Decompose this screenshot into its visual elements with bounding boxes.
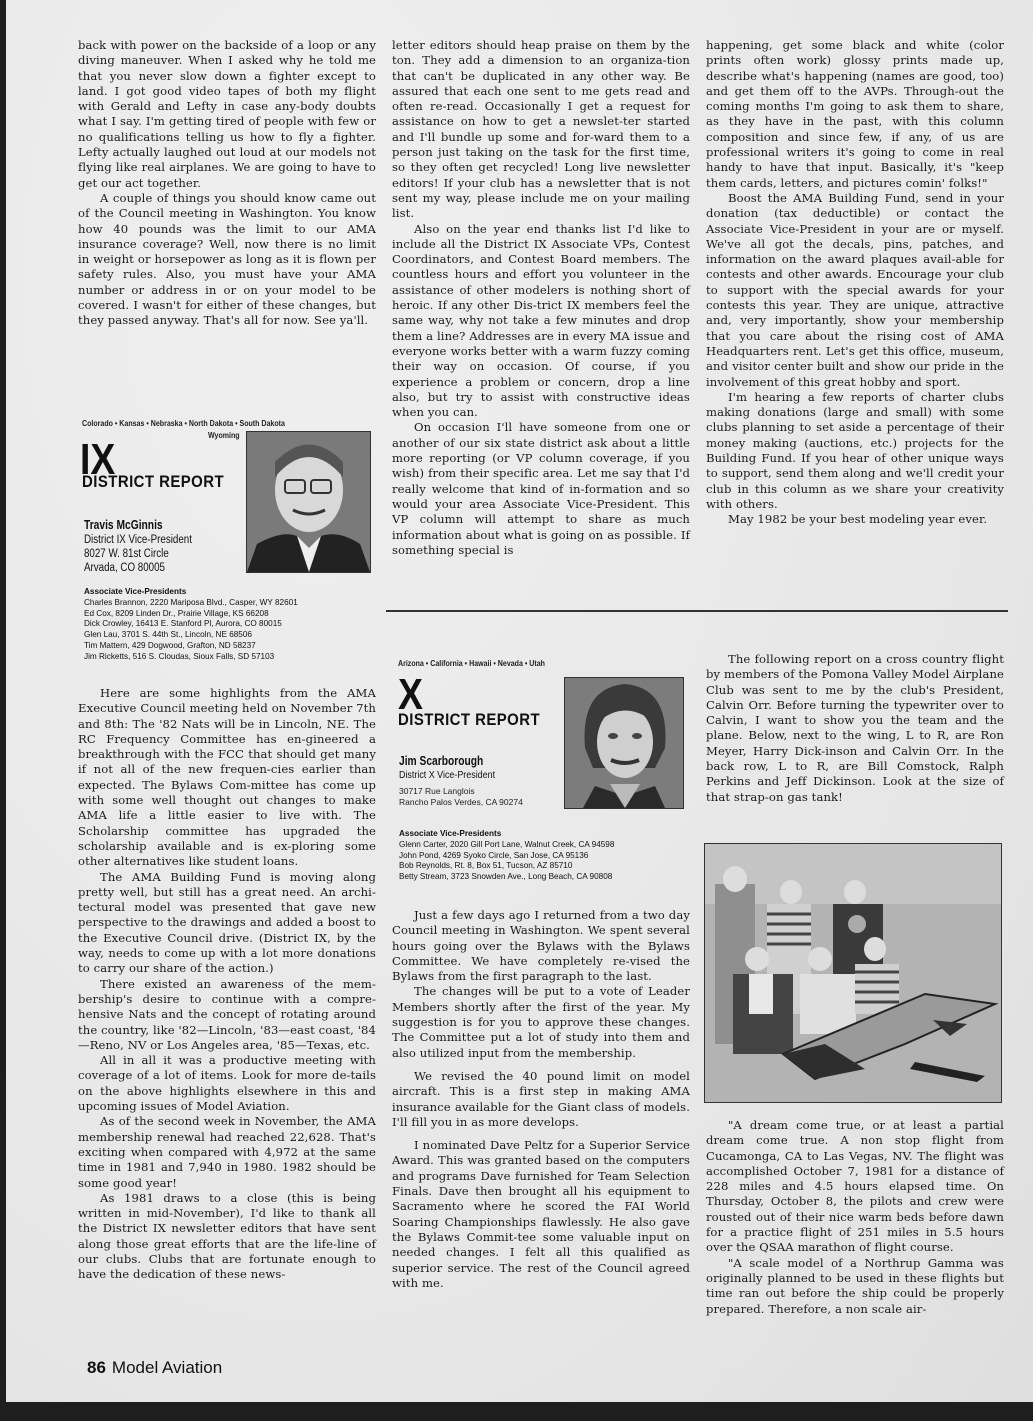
page-footer xyxy=(87,1358,222,1378)
district-ix-vp-address2: Arvada, CO 80005 xyxy=(84,562,165,574)
district-ix-states-line2: Wyoming xyxy=(208,430,240,440)
paragraph: letter editors should heap praise on them by the ton. They add a dimension to an organiza-tion that can't be duplicated in any other way. Be assured that each one sent to me gets read and often re-read. Occasionally I get a request for assistance on how to get a newslet-ter started and I'll bundle up some and for-ward them to a person just taking on the task for the first time, so they often get recycled! Long live newsletter editors! If your club has a newsletter that is not sent my way, please include me on your mailing list. xyxy=(392,38,690,221)
district-ix-vp-name: Travis McGinnis xyxy=(84,518,163,532)
avp-entry: Bob Reynolds, Rt. 8, Box 51, Tucson, AZ 85710 xyxy=(399,861,573,871)
avp-entry: Betty Stream, 3723 Snowden Ave., Long Beach, CA 90808 xyxy=(399,872,613,882)
avp-heading: Associate Vice-Presidents xyxy=(84,587,187,596)
column2-top-text xyxy=(392,38,690,558)
column3-top-text xyxy=(706,38,1004,528)
district-x-column3-story xyxy=(706,1118,1004,1317)
paragraph: There existed an awareness of the mem-bership's desire to continue with a compre-hensive Nats and the concept of rotating around the country, like '82—Lincoln, '83—east coast, '84—Reno, NV or Los Angeles area, '85—Texas, etc. xyxy=(78,976,376,1052)
paragraph: The changes will be put to a vote of Leader Members shortly after the first of the year. My suggestion is for you to approve these changes. The Committee put a lot of study into them and also utilized input from the membership. xyxy=(392,984,690,1060)
district-x-states: Arizona • California • Hawaii • Nevada • Utah xyxy=(398,658,545,668)
paragraph: "A dream come true, or at least a partial dream come true. A non stop flight from Cucamonga, CA to Las Vegas, NV. The flight was accomplished October 7, 1981 for a distance of 228 miles and 4.5 hours elapsed time. On Thursday, October 8, the pilots and crew were rousted out of their nice warm beds before dawn for a practice flight of 251 miles in 5.5 hours over the QSAA marathon of flight course. xyxy=(706,1118,1004,1255)
paragraph: May 1982 be your best modeling year ever. xyxy=(728,512,988,527)
avp-entry: Jim Ricketts, 516 S. Cloudas, Sioux Falls, SD 57103 xyxy=(84,651,275,661)
paragraph: I'm hearing a few reports of charter clubs making donations (large and small) with some clubs planning to set aside a percentage of their money making (auctions, etc.) projects for the Building Fund. If you hear of other unique ways to support, send them along and we'll credit your club in this column as we share your creativity with others. xyxy=(706,389,1004,511)
district-ix-vp-title: District IX Vice-President xyxy=(84,534,192,546)
column1-top-text xyxy=(78,38,376,329)
district-x-numeral: X xyxy=(398,670,423,719)
paragraph: Boost the AMA Building Fund, send in your donation (tax deductible) or contact the Associate Vice-President in your are or myself. We've all got the decals, pins, patches, and information on the award plaques avail-able for contests and other awards. Encourage your club to support with the special awards for your contests this year. They are unique, attractive and, very importantly, show your membership that you care about the rising cost of AMA Headquarters rent. Let's get this office, museum, and visitor center built and show our pride in the involvement of this great hobby and sport. xyxy=(706,190,1004,389)
paragraph: The following report on a cross country flight by members of the Pomona Valley Model Airplane Club was sent to me by the club's President, Calvin Orr. Before turning the typewriter over to Calvin, I want to show you the team and the plane. Below, next to the wing, L to R, are Ron Meyer, Harry Dick-inson and Calvin Orr. In the back row, L to R, are Bill Comstock, Ralph Perkins and Jeff Dickinson. Look at the size of that strap-on gas tank! xyxy=(706,652,1004,804)
avp-heading: Associate Vice-Presidents xyxy=(399,829,502,838)
avp-entry: Glen Lau, 3701 S. 44th St., Lincoln, NE 68506 xyxy=(84,630,252,640)
district-x-vp-address2: Rancho Palos Verdes, CA 90274 xyxy=(399,797,523,807)
paragraph: We revised the 40 pound limit on model aircraft. This is a first step in making AMA insurance available for the Giant class of models. I'll fill you in as more develops. xyxy=(392,1068,690,1129)
district-x-vp-address1: 30717 Rue Langlois xyxy=(399,786,475,796)
district-x-title: DISTRICT REPORT xyxy=(398,710,541,729)
paragraph: As 1981 draws to a close (this is being written in mid-November), I'd like to thank all the District IX newsletter editors that have sent along those great efforts that are the life-line of our clubs. Clubs that are fortunate enough to have the dedication of these news- xyxy=(78,1190,376,1282)
paragraph: happening, get some black and white (color prints often work) glossy prints made up, describe what's happening (names are good, too) and get them off to the AVPs. Through-out the coming months I'm going to ask them to share, as they have in the past, with this column composition and since few, if any, of us are professional writers it's going to come in real handy to have that input. Basically, it's "keep them cards, letters, and pictures comin' folks!" xyxy=(706,38,1004,190)
paragraph: Also on the year end thanks list I'd like to include all the District IX Associate VPs, Contest Coordinators, and Contest Board members. The countless hours and effort you volunteer in the assistance of other modelers is nothing short of heroic. If any other Dis-trict IX members feel the same way, why not take a few minutes and drop them a line? Addresses are in every MA issue and everyone works better with a warm fuzzy coming their way on occasion. Of course, if you experience a problem or concern, drop a line also, but try to assist with constructive ideas when you can. xyxy=(392,221,690,420)
district-x-vp-photo xyxy=(564,677,684,809)
district-ix-avp-list xyxy=(84,587,298,663)
group-photo-image-icon xyxy=(705,844,1001,1102)
avp-entry: John Pond, 4269 Syoko Circle, San Jose, CA 95136 xyxy=(399,850,589,860)
district-x-vp-name: Jim Scarborough xyxy=(399,754,484,768)
paragraph: All in all it was a productive meeting with coverage of a lot of items. Look for more de-tails on the above highlights elsewhere in this and upcoming issues of Model Aviation. xyxy=(78,1053,376,1114)
district-ix-vp-address1: 8027 W. 81st Circle xyxy=(84,548,169,560)
district-ix-numeral: IX xyxy=(80,435,116,484)
avp-entry: Tim Mattern, 429 Dogwood, Grafton, ND 58237 xyxy=(84,640,256,650)
district-ix-vp-photo xyxy=(246,431,371,573)
portrait-image-icon xyxy=(247,432,370,572)
page-number: 86 xyxy=(87,1358,106,1377)
paragraph: The AMA Building Fund is moving along pretty well, but still has a great need. An archi-tectural model was presented that gave new perspective to the drawings and added a boost to the Executive Council drive. (District IX, by the way, needs to come up with a lot more donations to carry our share of the action.) xyxy=(78,869,376,976)
paragraph: On occasion I'll have someone from one or another of our six state district ask about a little more reporting (or VP column coverage, if you wish) from their specific area. Let me say that I'd really welcome that kind of in-formation and so would your area Associate Vice-President. This VP column will attempt to share as much information about what is going on as possible. If something special is xyxy=(392,420,690,557)
paragraph: I nominated Dave Peltz for a Superior Service Award. This was granted based on the computers and programs Dave furnished for Team Selection Finals. Dave then brought all his equipment to Sacramento where he scored the FAI World Soaring Championships flawlessly. He also gave the Bylaws Commit-tee some valuable input on needed changes. I felt all this qualified as superior service. The rest of the Council agreed with me. xyxy=(392,1138,690,1290)
group-photo xyxy=(704,843,1002,1103)
paragraph: A couple of things you should know came out of the Council meeting in Washington. You know how 40 pounds was the limit to our AMA insurance coverage? Well, now there is no limit in weight or horsepower as long as it is flown per safety rules. Also, you must have your AMA number or address in or on your model to be covered. I wasn't for either of these changes, but they passed anyway. That's all for now. See ya'll. xyxy=(78,190,376,328)
district-x-avp-list xyxy=(399,829,614,883)
district-ix-body xyxy=(78,686,376,1283)
avp-entry: Ed Cox, 8209 Linden Dr., Prairie Village, KS 66208 xyxy=(84,608,269,618)
avp-entry: Glenn Carter, 2020 Gill Port Lane, Walnut Creek, CA 94598 xyxy=(399,839,615,849)
portrait-image-icon xyxy=(565,678,683,808)
district-ix-title: DISTRICT REPORT xyxy=(82,472,225,491)
district-x-vp-title: District X Vice-President xyxy=(399,769,496,781)
avp-entry: Dick Crowley, 16413 E. Stanford Pl, Aurora, CO 80015 xyxy=(84,619,282,629)
section-divider xyxy=(386,610,1008,612)
paragraph: Just a few days ago I returned from a two day Council meeting in Washington. We spent several hours going over the Bylaws with the Bylaws Committee. We have completely re-vised the Bylaws from the first paragraph to the last. xyxy=(392,908,690,984)
district-x-column3-intro xyxy=(706,652,1004,805)
district-ix-states: Colorado • Kansas • Nebraska • North Dakota • South Dakota xyxy=(82,418,285,428)
publication-name: Model Aviation xyxy=(111,1358,223,1377)
paragraph: Here are some highlights from the AMA Executive Council meeting held on November 7th and 8th: The '82 Nats will be in Lincoln, NE. The RC Frequency Committee has en-gineered a breakthrough with the FCC that should get many if not all of the new frequen-cies earlier than expected. The Bylaws Com-mittee has come up with some well thought out changes to make AMA life a little easier to live with. The Scholarship committee has upgraded the scholarship available and is ex-ploring some other alternatives like student loans. xyxy=(78,686,376,869)
magazine-page xyxy=(6,0,1033,1402)
avp-entry: Charles Brannon, 2220 Mariposa Blvd., Casper, WY 82601 xyxy=(84,597,298,607)
district-x-body xyxy=(392,908,690,1291)
paragraph: back with power on the backside of a loop or any diving maneuver. When I asked why he told me that you never slow down a fighter except to land. I got good video tapes of both my flight with Gerald and Lefty in case any-body doubts what I say. I'm getting tired of people with few or no qualifications telling us how to fly a fighter. Lefty actually laughed out loud at our models not flying like real airplanes. We are going to have to get our act together. xyxy=(78,38,376,190)
paragraph: As of the second week in November, the AMA membership renewal had reached 22,628. That's exciting when compared with 4,972 at the same time in 1981 and 7,940 in 1980. 1982 should be some good year! xyxy=(78,1114,376,1190)
paragraph: "A scale model of a Northrup Gamma was originally planned to be used in these flights but time ran out before the ship could be properly prepared. Therefore, a non scale air- xyxy=(706,1255,1004,1316)
